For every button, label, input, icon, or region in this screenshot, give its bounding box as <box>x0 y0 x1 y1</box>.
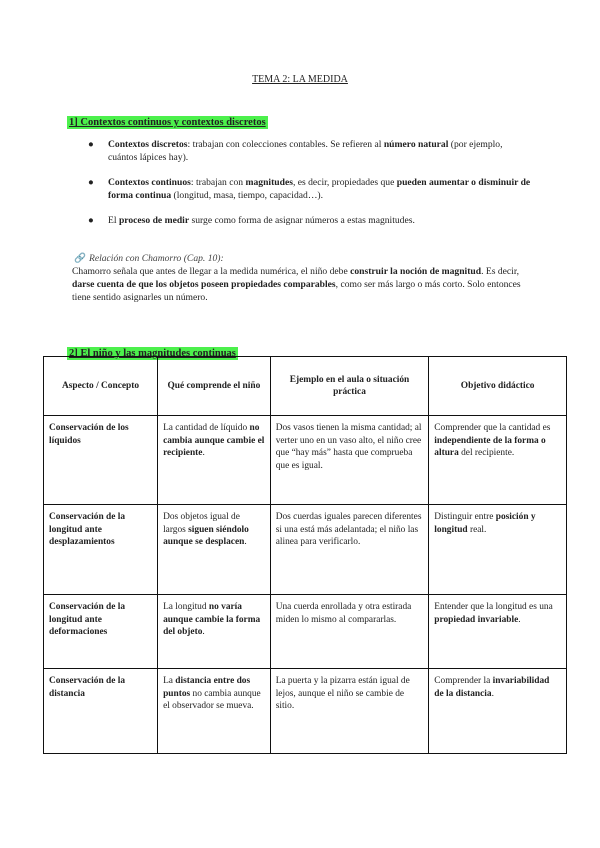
section2-heading: 2] El niño y las magnitudes continuas <box>69 348 236 359</box>
concept-cell: Conservación de la distancia <box>44 669 158 754</box>
link-icon: 🔗 <box>74 253 86 264</box>
column-header: Aspecto / Concepto <box>44 357 158 416</box>
contexts-list <box>88 138 533 239</box>
understands-cell: La distancia entre dos puntos no cambia aunque el observador se mueva. <box>158 669 271 754</box>
list-item: ● Contextos continuos: trabajan con magnitudes, es decir, propiedades que pueden aumentar o disminuir de forma continua (longitud, masa, tiempo, capacidad…). <box>88 177 531 201</box>
column-header: Ejemplo en el aula o situación práctica <box>270 357 429 416</box>
table-header-row <box>44 357 567 416</box>
concept-cell: Conservación de la longitud ante deformaciones <box>44 595 158 669</box>
objective-cell: Comprender que la cantidad es independiente de la forma o altura del recipiente. <box>429 416 567 505</box>
example-cell: Dos vasos tienen la misma cantidad; al verter uno en un vaso alto, el niño cree que “hay más” hasta que comprueba que es igual. <box>270 416 429 505</box>
relation-label: 🔗 Relación con Chamorro (Cap. 10): <box>74 253 224 264</box>
understands-cell: La cantidad de líquido no cambia aunque cambie el recipiente. <box>158 416 271 505</box>
understands-cell: La longitud no varía aunque cambie la forma del objeto. <box>158 595 271 669</box>
section1-heading: 1] Contextos continuos y contextos discretos <box>69 117 266 128</box>
magnitudes-table <box>43 356 567 754</box>
list-item: ● El proceso de medir surge como forma de asignar números a estas magnitudes. <box>88 215 415 226</box>
relation-paragraph: Chamorro señala que antes de llegar a la medida numérica, el niño debe construir la noción de magnitud. Es decir, darse cuenta de que los objetos poseen propiedades comparables, como ser más largo o más corto. Solo entonces tiene sentido asignarles un número. <box>72 266 521 303</box>
example-cell: Una cuerda enrollada y otra estirada miden lo mismo al compararlas. <box>270 595 429 669</box>
objective-cell: Comprender la invariabilidad de la distancia. <box>429 669 567 754</box>
concept-cell: Conservación de la longitud ante desplazamientos <box>44 505 158 595</box>
page-title: TEMA 2: LA MEDIDA <box>252 74 348 85</box>
column-header: Qué comprende el niño <box>158 357 271 416</box>
column-header: Objetivo didáctico <box>429 357 567 416</box>
concept-cell: Conservación de los líquidos <box>44 416 158 505</box>
example-cell: Dos cuerdas iguales parecen diferentes si una está más adelantada; el niño las alinea para verificarlo. <box>270 505 429 595</box>
table-row <box>44 669 567 754</box>
table-row <box>44 505 567 595</box>
example-cell: La puerta y la pizarra están igual de lejos, aunque el niño se cambie de sitio. <box>270 669 429 754</box>
table-row <box>44 595 567 669</box>
table-row <box>44 416 567 505</box>
understands-cell: Dos objetos igual de largos siguen siéndolo aunque se desplacen. <box>158 505 271 595</box>
objective-cell: Distinguir entre posición y longitud real. <box>429 505 567 595</box>
list-item: ● Contextos discretos: trabajan con colecciones contables. Se refieren al número natural (por ejemplo, cuántos lápices hay). <box>88 139 503 163</box>
objective-cell: Entender que la longitud es una propiedad invariable. <box>429 595 567 669</box>
